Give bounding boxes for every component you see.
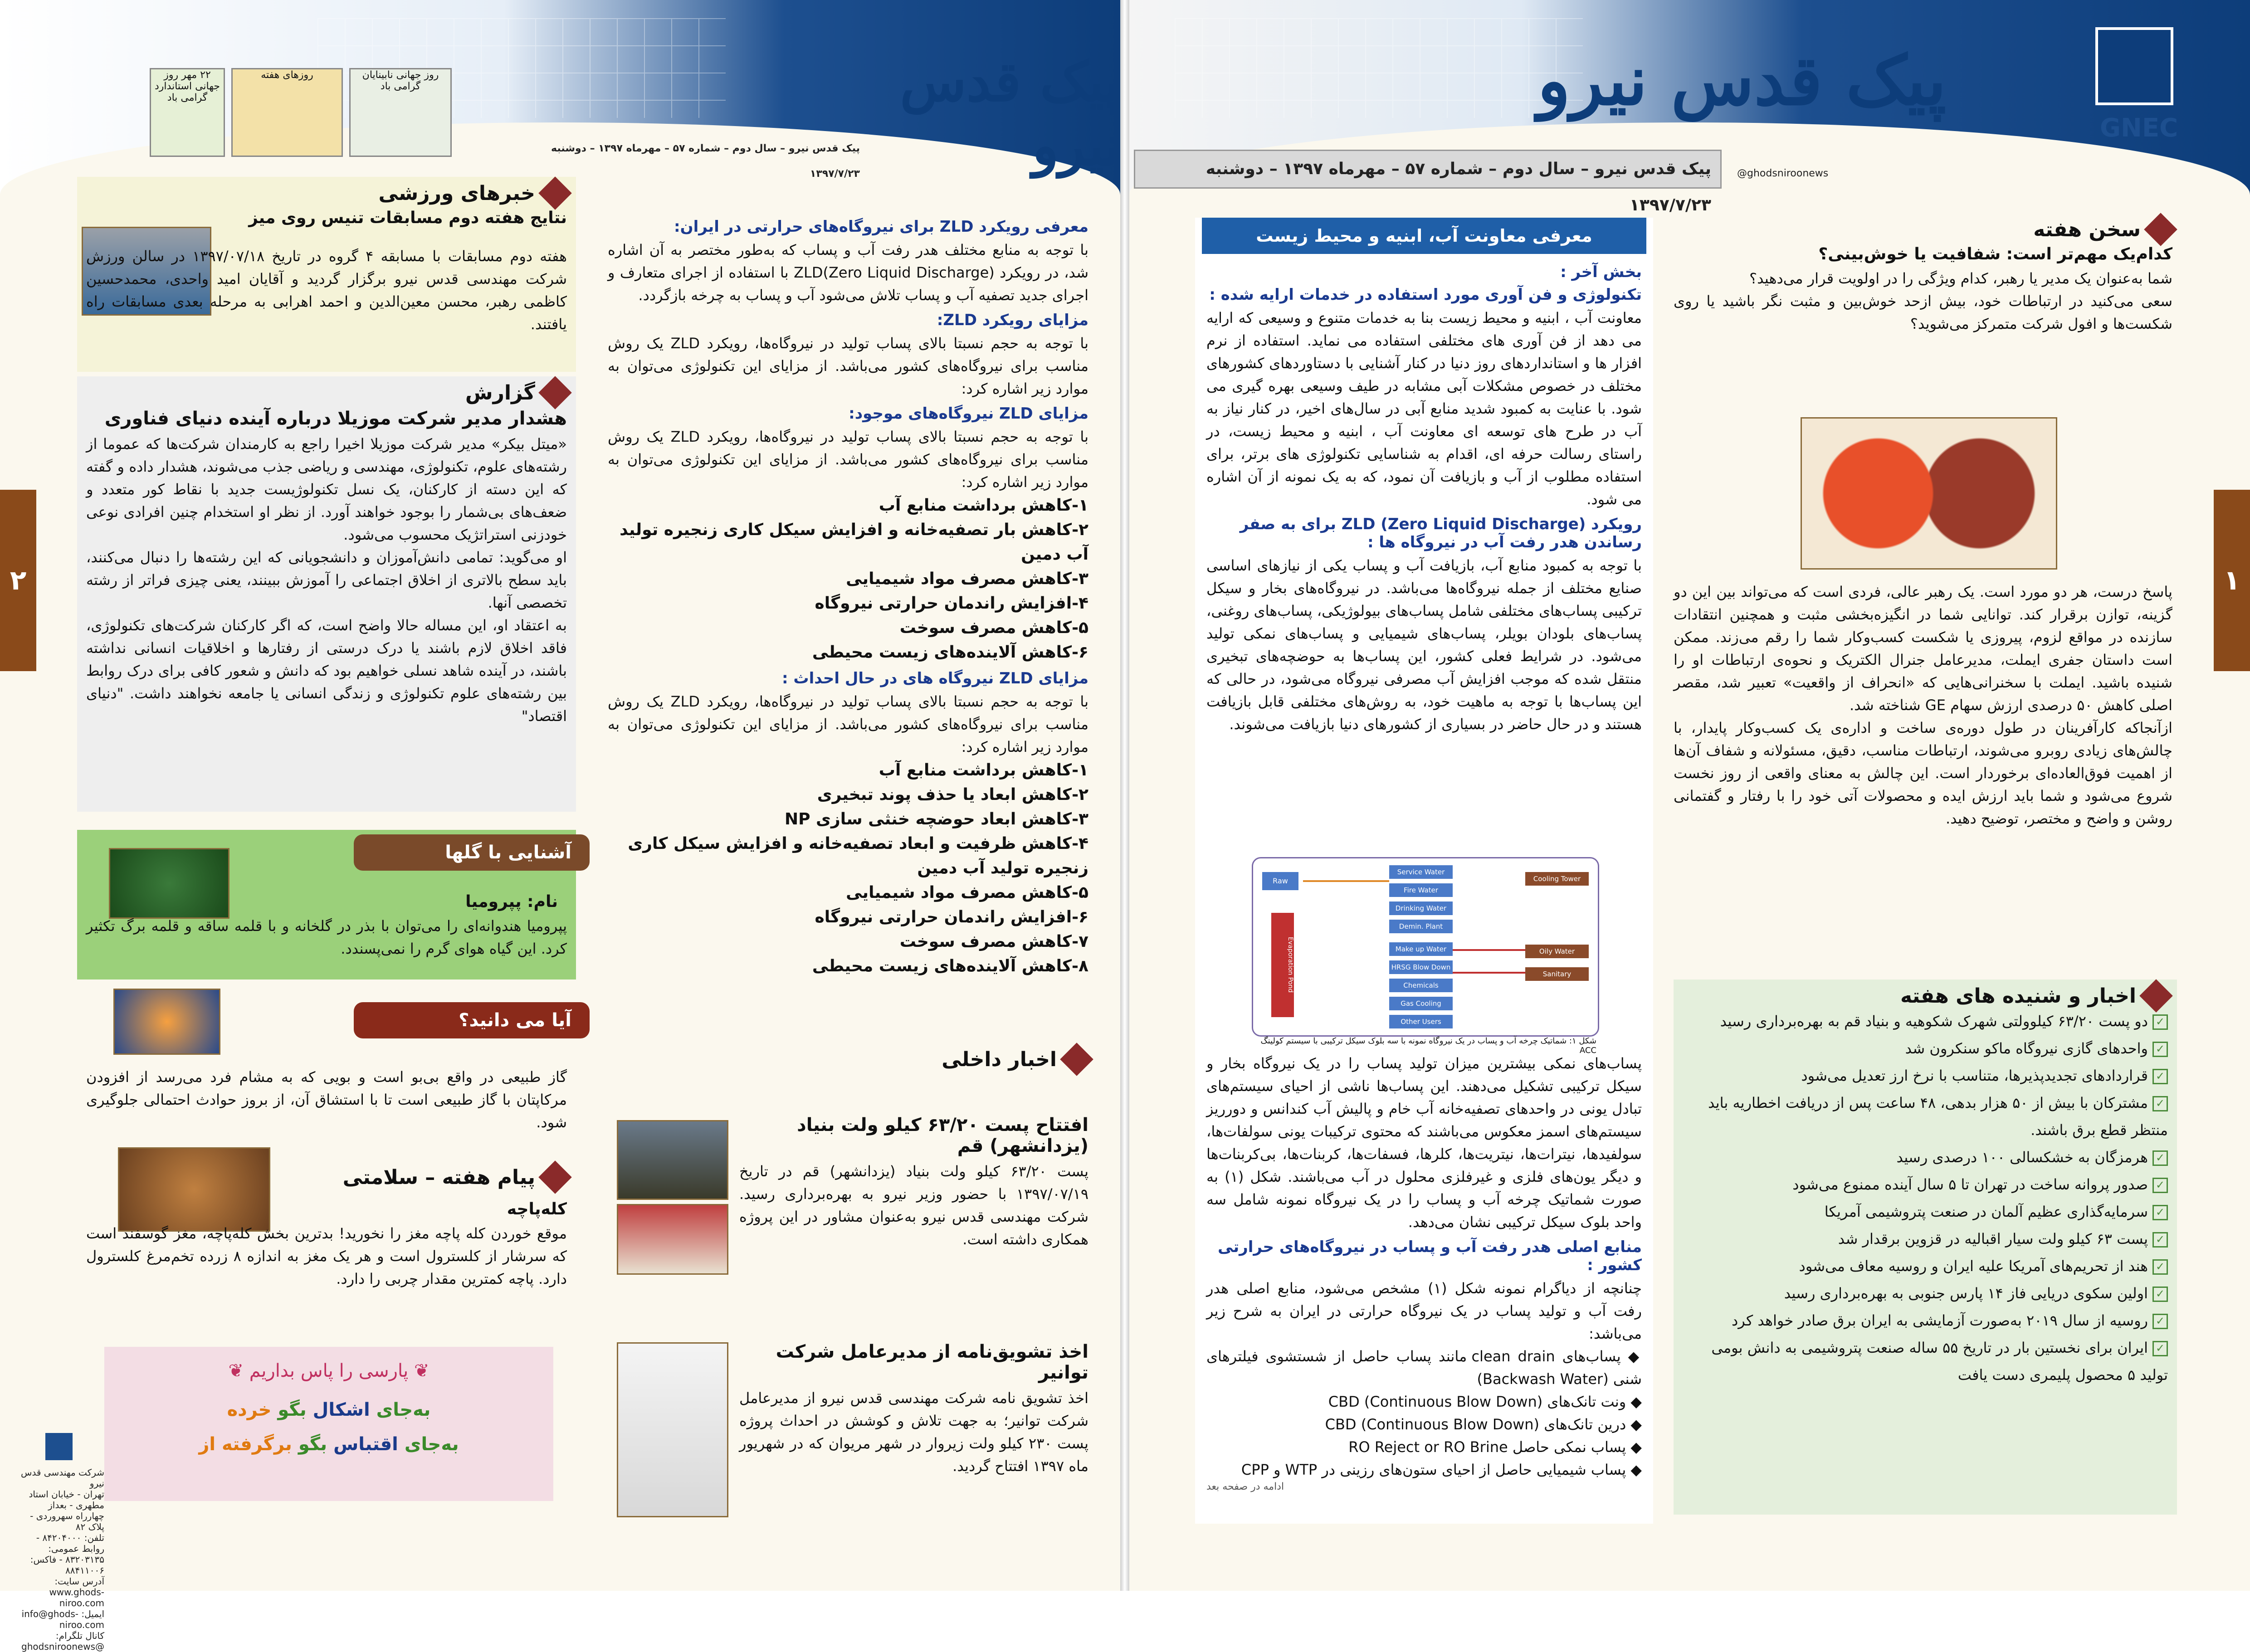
diagram-node: Service Water bbox=[1389, 865, 1453, 879]
env-banner: معرفی معاونت آب، ابنیه و محیط زیست bbox=[1202, 218, 1646, 254]
section-diamond-icon bbox=[538, 376, 572, 409]
checkbox-icon: ✓ bbox=[2152, 1232, 2168, 1248]
news-2-title: اخذ تشویق‌نامه از مدیرعامل شرکت توانیر bbox=[776, 1341, 1088, 1383]
diagram-node: Sanitary Wastewater bbox=[1525, 967, 1589, 981]
env-section bbox=[1206, 258, 1642, 736]
badge-standard-day: ۲۲ مهر روز جهانی استاندارد گرامی باد bbox=[150, 68, 225, 157]
list-item: ✓پست ۶۳ کیلو ولت سیار اقبالیه در قزوین برقدار شد bbox=[1683, 1225, 2168, 1252]
footer-telegram[interactable]: کانال تلگرام: @ghodsniroonews bbox=[21, 1630, 104, 1652]
list-item: ۶-کاهش آلاینده‌های زیست محیطی bbox=[812, 643, 1088, 662]
list-item: ۱-کاهش برداشت منابع آب bbox=[879, 496, 1088, 515]
list-item: ✓قراردادهای تجدیدپذیرها، متناسب با نرخ ارز تعدیل می‌شود bbox=[1683, 1062, 2168, 1089]
didyouknow-section bbox=[86, 1066, 567, 1134]
page-1-header bbox=[1129, 0, 2250, 214]
list-item: ✓هند از تحریم‌های آمریکا علیه ایران و روسیه معاف می‌شود bbox=[1683, 1252, 2168, 1280]
two-heads-illustration bbox=[1801, 417, 2057, 570]
sports-section bbox=[213, 181, 567, 231]
sports-title: خبرهای ورزشی bbox=[213, 181, 567, 205]
section-diamond-icon bbox=[2144, 213, 2177, 246]
checkbox-icon: ✓ bbox=[2152, 1042, 2168, 1057]
zld-benefits-heading: مزایای رویکرد ZLD: bbox=[937, 311, 1088, 329]
badge-blind-day: روز جهانی نابینایان گرامی باد bbox=[349, 68, 452, 157]
figure-caption: شکل ۱: شماتیک چرخه آب و پساب در یک نیروگاه نمونه با سه بلوک سیکل ترکیبی با سیستم کولینگ ACC bbox=[1260, 1036, 1596, 1055]
news-1-body: پست ۶۳/۲۰ کیلو ولت بنیاد (یزدانشهر) قم در تاریخ ۱۳۹۷/۰۷/۱۹ با حضور وزیر نیرو به بهره‌برداری رسید. شرکت مهندسی قدس نیرو به‌عنوان مشاور در این پروژه همکاری داشته است. bbox=[739, 1163, 1089, 1248]
masthead-title: پیک قدس نیرو bbox=[900, 50, 1120, 178]
didyouknow-title: آیا می دانید؟ bbox=[354, 1002, 590, 1038]
news-list bbox=[1683, 1008, 2168, 1389]
list-item: ◆ پساب نمکی حاصل RO Reject or RO Brine bbox=[1348, 1438, 1642, 1456]
diagram-arrow bbox=[1453, 949, 1525, 951]
diagram-node: Other Users bbox=[1389, 1015, 1453, 1028]
newsletter-page-1 bbox=[1129, 0, 2250, 1591]
list-item: ۴-کاهش ظرفیت و ابعاد تصفیه‌خانه و افزایش سیکل کاری زنجیره تولید آب دمین bbox=[628, 834, 1088, 877]
diagram-node: Gas Cooling bbox=[1389, 997, 1453, 1010]
health-title: پیام هفته – سلامتی bbox=[86, 1165, 567, 1189]
checkbox-icon: ✓ bbox=[2152, 1287, 2168, 1302]
list-item: ۲-کاهش بار تصفیه‌خانه و افزایش سیکل کاری زنجیره تولید آب دمین bbox=[620, 521, 1088, 564]
list-item: ۷-کاهش مصرف سوخت bbox=[899, 932, 1088, 951]
list-item: ۸-کاهش آلاینده‌های زیست محیطی bbox=[812, 957, 1088, 975]
checkbox-icon: ✓ bbox=[2152, 1069, 2168, 1084]
env-h3: منابع اصلی هدر رفت آب و پساب در نیروگاه‌های حرارتی کشور : bbox=[1218, 1238, 1642, 1274]
persian-line-1: به‌جای اشکال بگو خرده bbox=[227, 1399, 431, 1420]
report-body-3: به اعتقاد او، این مساله حالا واضح است، که اگر کارکنان شرکت‌های تکنولوژی، فاقد اخلاق لازم باشند یا درک درستی از رفتارها و اخلاقیات انسانی نداشته باشند، در آینده شاهد نسلی خواهیم بود که دانش و شعور کافی برای درک روابط بین رشته‌های علوم تکنولوژی و زندگی انسانی یا جامعه نخواهند داشت. "دنیای اقتصاد" bbox=[86, 617, 567, 725]
internal-news-title: اخبار داخلی bbox=[608, 1048, 1088, 1071]
checkbox-icon: ✓ bbox=[2152, 1314, 2168, 1329]
news-section bbox=[1683, 984, 2168, 1389]
sports-body: هفته دوم مسابقات با مسابقه ۴ گروه در تاریخ ۱۳۹۷/۰۷/۱۸ در سالن ورزش شرکت مهندسی قدس نیرو برگزار گردید و آقایان امید واحدی، محمدحسین کاظمی رهبر، محسن معین‌الدین و احمد اهرابی به مرحله بعدی مسابقات راه یافتند. bbox=[86, 248, 567, 333]
env-h1: تکنولوژی و فن آوری مورد استفاده در خدمات ارایه شده : bbox=[1209, 286, 1642, 304]
footer-phone: تلفن: ۸۴۲۰۴۰۰۰ - روابط عمومی: ۸۳۲۰۳۱۳۵ - فاکس: ۸۸۴۱۱۰۰۶ bbox=[30, 1532, 104, 1576]
env-section-2 bbox=[1206, 1052, 1642, 1492]
section-diamond-icon bbox=[538, 1160, 572, 1194]
env-p2: با توجه به کمبود منابع آب، بازیافت آب و پساب یکی از نیازهای اساسی صنایع مختلف از جمله نیروگاه‌ها می‌باشد. در نیروگاه‌های بخار و سیکل ترکیبی پساب‌های مختلفی شامل پساب‌های بیولوژیکی، پساب‌های روغنی، پساب‌های بلودان بویلر، پساب‌های شیمیایی و پساب‌های نمکی تولید می‌شود. در شرایط فعلی کشور، این پساب‌ها به حوضچه‌های تبخیری منتقل شده که موجب افزایش آب مصرفی نیروگاه می‌شود، در حالی که این پساب‌ها با توجه به ماهیت خود، به روش‌های مختلفی قابل بازیافت هستند و در حال حاضر در بسیاری از کشورهای دنیا بازیافت می‌شوند. bbox=[1206, 557, 1642, 733]
env-bullets bbox=[1206, 1345, 1642, 1481]
env-p4: چنانچه از دیاگرام نمونه شکل (۱) مشخص می‌شود، منابع اصلی هدر رفت آب و تولید پساب در یک نیروگاه حرارتی در ایران به شرح زیر می‌باشد: bbox=[1206, 1280, 1642, 1342]
internal-news-1 bbox=[739, 1111, 1088, 1251]
zld-new-list bbox=[608, 758, 1088, 979]
internal-news-section bbox=[608, 1048, 1088, 1071]
page-number-tab: ۲ bbox=[0, 490, 36, 671]
zld-column bbox=[608, 213, 1088, 979]
env-part: بخش آخر : bbox=[1560, 263, 1642, 281]
flowers-title: آشنایی با گلها bbox=[354, 834, 590, 871]
editorial-intro: شما به‌عنوان یک مدیر یا رهبر، کدام ویژگی را در اولویت قرار می‌دهید؟ bbox=[1749, 270, 2172, 287]
zld-benefits-text: با توجه به حجم نسبتا بالای پساب تولید در نیروگاه‌ها، رویکرد ZLD یک روش مناسب برای نیروگاه‌های کشور می‌باشد. از مزایای این تکنولوژی می‌توان به موارد زیر اشاره کرد: bbox=[608, 335, 1089, 397]
diagram-node: Raw Water bbox=[1262, 872, 1298, 890]
continued-note: ادامه در صفحه بعد bbox=[1206, 1481, 1284, 1492]
health-section bbox=[86, 1165, 567, 1290]
company-logo-icon bbox=[45, 1433, 73, 1460]
list-item: ۴-افزایش راندمان حرارتی نیروگاه bbox=[815, 594, 1088, 613]
env-p1: معاونت آب ، ابنیه و محیط زیست بنا به خدمات متنوع و وسیعی که ارایه می دهد از فن آوری های مختلفی استفاده می نماید. استفاده از نرم افزار ها و استانداردهای روز دنیا در کنار آشنایی با دستاوردهای کشورهای مختلف در خصوص مشکلات آبی مشابه در طیف وسیعی بهره گیری می شود. با عنایت به کمبود شدید منابع آبی در سال‌های اخیر، در کنار نیاز به آب در طرح های توسعه ای معاونت آب ، ابنیه و محیط زیست، در راستای رسالت حرفه ای، اقدام به شناسایی تکنولوژی های برتر، برای استفاده مطلوب از آب و بازیافت آن نمود، که به یک نمونه از آن اشاره می شود. bbox=[1206, 309, 1642, 508]
persian-box bbox=[104, 1347, 553, 1501]
masthead-title: پیک قدس نیرو bbox=[1537, 41, 1947, 121]
checkbox-icon: ✓ bbox=[2152, 1205, 2168, 1220]
section-diamond-icon bbox=[538, 176, 572, 210]
zld-existing-text: با توجه به حجم نسبتا بالای پساب تولید در نیروگاه‌ها، رویکرد ZLD یک روش مناسب برای نیروگاه‌های کشور می‌باشد. از مزایای این تکنولوژی می‌توان به موارد زیر اشاره کرد: bbox=[608, 428, 1089, 491]
zld-new-text: با توجه به حجم نسبتا بالای پساب تولید در نیروگاه‌ها، رویکرد ZLD یک روش مناسب برای نیروگاه‌های کشور می‌باشد. از مزایای این تکنولوژی می‌توان به موارد زیر اشاره کرد: bbox=[608, 693, 1089, 755]
health-body: موقع خوردن کله پاچه مغز را نخورید! بدترین بخش کله‌پاچه، مغز گوسفند است که سرشار از کلسترول است و هر یک مغز به اندازه ۸ زرده تخم‌مرغ کلسترول دارد. پاچه کمترین مقدار چربی را دارد. bbox=[86, 1225, 567, 1287]
persian-line-2: به‌جای اقتباس بگو برگرفته از bbox=[199, 1434, 459, 1455]
substation-photo-1 bbox=[617, 1120, 728, 1200]
header-grid-decoration bbox=[1175, 18, 1583, 118]
footer-address: تهران - خیابان استاد مطهری - بعداز چهارراه سهروردی - پلاک ۸۲ bbox=[29, 1489, 104, 1532]
badge-week-days: روزهای هفته bbox=[231, 68, 343, 157]
diagram-arrow bbox=[1303, 880, 1389, 882]
list-item: ✓روسیه از سال ۲۰۱۹ به‌صورت آزمایشی به ایران برق صادر خواهد کرد bbox=[1683, 1307, 2168, 1334]
list-item: ۱-کاهش برداشت منابع آب bbox=[879, 761, 1088, 780]
footer-email[interactable]: ایمیل: info@ghods-niroo.com bbox=[21, 1608, 104, 1630]
gas-flame-photo bbox=[113, 989, 220, 1055]
list-item: ۲-کاهش ابعاد یا حذف پوند تبخیری bbox=[817, 785, 1088, 804]
didyouknow-body: گاز طبیعی در واقع بی‌بو است و بویی که به مشام فرد می‌رسد از افزودن مرکاپتان با گاز طبیعی است تا با استشاق آن، از بروز حوادث احتمالی جلوگیری شود. bbox=[86, 1068, 567, 1131]
checkbox-icon: ✓ bbox=[2152, 1178, 2168, 1193]
section-diamond-icon bbox=[1060, 1043, 1093, 1076]
diagram-node: Oily Water bbox=[1525, 945, 1589, 958]
issue-line: پیک قدس نیرو – سال دوم – شماره ۵۷ – مهرماه ۱۳۹۷ – دوشنبه ۱۳۹۷/۷/۲۳ bbox=[551, 143, 860, 180]
editorial-intro-2: سعی می‌کنید در ارتباطات خود، بیش ازحد خوش‌بین و مثبت نگر باشید یا روی شکست‌ها و افول شرکت متمرکز می‌شوید؟ bbox=[1674, 292, 2172, 332]
list-item: ۶-افزایش راندمان حرارتی نیروگاه bbox=[815, 908, 1088, 926]
report-body-2: او می‌گوید: تمامی دانش‌آموزان و دانشجویانی که این رشته‌ها را دنبال می‌کنند، باید سطح بالاتری از اخلاق اجتماعی را آموزش ببینند، یعنی چیزی فراتر از رشته تخصصی آنها. bbox=[86, 549, 567, 611]
diagram-node: Chemicals bbox=[1389, 979, 1453, 992]
list-item: ✓مشترکان با بیش از ۵۰ هزار بدهی، ۴۸ ساعت پس از دریافت اخطاریه باید منتظر قطع برق باشند. bbox=[1708, 1094, 2168, 1139]
certificate-photo bbox=[617, 1342, 728, 1517]
env-p3: پساب‌های نمکی بیشترین میزان تولید پساب را در یک نیروگاه بخار و سیکل ترکیبی تشکیل می‌دهند. این پساب‌ها ناشی از احیای سیستم‌های تبادل یونی در واحدهای تصفیه‌خانه آب خام و پالیش آب کندانس و دورریز سیستم‌های اسمز معکوس می‌باشند که محتوی ترکیبات یونی سولفات‌ها، سولفیدها، نیترات‌ها، نیتریت‌ها، کلرها، فسفات‌ها، کربنات‌ها، بی‌کربنات‌ها و دیگر یون‌های فلزی و غیرفلزی محلول در آب می‌باشند. شکل (۱) به صورت شماتیک چرخه آب و پساب را در یک نیروگاه نمونه شامل سه واحد بلوک سیکل ترکیبی نشان می‌دهد. bbox=[1206, 1055, 1642, 1231]
diagram-node: HRSG Blow Down bbox=[1389, 960, 1453, 974]
list-item: ۳-کاهش ابعاد حوضچه خنثی سازی NP bbox=[784, 810, 1088, 828]
list-item: ✓دو پست ۶۳/۲۰ کیلوولتی شهرک شکوهیه و بنیاد قم به بهره‌برداری رسید bbox=[1683, 1008, 2168, 1035]
footer-contact bbox=[18, 1467, 104, 1652]
list-item: ✓اولین سکوی دریایی فاز ۱۴ پارس جنوبی به بهره‌برداری رسید bbox=[1683, 1280, 2168, 1307]
report-section bbox=[86, 381, 567, 727]
news-2-body: اخذ تشویق نامه شرکت مهندسی قدس نیرو از مدیرعامل شرکت توانیر؛ به جهت تلاش و کوشش در احداث پروژه پست ۲۳۰ کیلو ولت زیروار در شهر مریوان که در شهریور ماه ۱۳۹۷ افتتاح گردید. bbox=[739, 1389, 1089, 1475]
health-subtitle: کله‌پاچه bbox=[507, 1200, 567, 1218]
news-1-title: افتتاح پست ۶۳/۲۰ کیلو ولت بنیاد (یزدانشهر) قم bbox=[797, 1115, 1088, 1156]
list-item: ✓صدور پروانه ساخت در تهران تا ۵ سال آینده ممنوع می‌شود bbox=[1683, 1171, 2168, 1198]
diagram-node: Drinking Water bbox=[1389, 902, 1453, 915]
diagram-node: Make up Water bbox=[1389, 942, 1453, 956]
flowers-body: پپرومیا هندوانه‌ای را می‌توان با بذر در گلخانه و با قلمه ساقه و قلمه برگ تکثیر کرد. این گیاه هوای گرم را نمی‌پسندد. bbox=[86, 917, 567, 957]
footer-site[interactable]: آدرس سایت: www.ghods-niroo.com bbox=[49, 1576, 104, 1608]
editorial-subtitle: کدام‌یک مهم‌تر است: شفافیت یا خوش‌بینی؟ bbox=[1818, 245, 2172, 263]
diagram-arrow bbox=[1453, 972, 1525, 974]
list-item: ۵-کاهش مصرف سوخت bbox=[899, 619, 1088, 637]
checkbox-icon: ✓ bbox=[2152, 1341, 2168, 1356]
report-subtitle: هشدار مدیر شرکت موزیلا درباره آینده دنیای فناوری bbox=[104, 408, 567, 429]
list-item: ۵-کاهش مصرف مواد شیمیایی bbox=[846, 883, 1088, 902]
brand-name: GNEC bbox=[2100, 113, 2178, 143]
list-item: ◆ پساب شیمیایی حاصل از احیای ستون‌های رزینی در WTP و CPP bbox=[1241, 1461, 1642, 1478]
substation-photo-2 bbox=[617, 1204, 728, 1275]
list-item: ۳-کاهش مصرف مواد شیمیایی bbox=[846, 570, 1088, 588]
footer-company: شرکت مهندسی قدس نیرو bbox=[20, 1467, 104, 1489]
flower-name: نام: پپرومیا bbox=[465, 892, 558, 911]
water-cycle-diagram bbox=[1252, 857, 1599, 1037]
internal-news-2 bbox=[739, 1338, 1088, 1477]
zld-existing-heading: مزایای ZLD نیروگاه‌های موجود: bbox=[849, 404, 1088, 423]
list-item: ✓هرمزگان به خشکسالی ۱۰۰ درصدی رسید bbox=[1683, 1144, 2168, 1171]
persian-title: ❦ پارسی را پاس بداریم ❦ bbox=[228, 1360, 430, 1381]
zld-existing-list bbox=[608, 493, 1088, 665]
checkbox-icon: ✓ bbox=[2152, 1150, 2168, 1166]
editorial-title: سخن هفته bbox=[1674, 218, 2172, 241]
zld-intro-heading: معرفی رویکرد ZLD برای نیروگاه‌های حرارتی در ایران: bbox=[674, 218, 1088, 236]
checkbox-icon: ✓ bbox=[2152, 1014, 2168, 1030]
gnec-logo-icon bbox=[2095, 27, 2173, 105]
checkbox-icon: ✓ bbox=[2152, 1259, 2168, 1275]
flowers-section bbox=[86, 889, 567, 960]
telegram-handle[interactable]: @ghodsniroonews bbox=[1737, 168, 1829, 179]
list-item: ✓واحدهای گازی نیروگاه ماکو سنکرون شد bbox=[1683, 1035, 2168, 1062]
report-body: «میتل بیکر» مدیر شرکت موزیلا اخیرا راجع به کارمندان شرکت‌ها که عموما از رشته‌های علوم، تکنولوژی، مهندسی و ریاضی جذب می‌شوند، هشدار داده و گفته که این دسته از کارکنان، یک نسل تکنولوژیست جدید با نقاط کور متعدد و ضعف‌های بی‌شمار را بوجود خواهند آورد. از نظر او استخدام چنین افرادی نوعی خودزنی استراتژیک محسوب می‌شود. bbox=[86, 435, 567, 543]
page-number-tab: ۱ bbox=[2214, 490, 2250, 671]
list-item: ✓ایران برای نخستین بار در تاریخ ۵۵ ساله صنعت پتروشیمی به دانش بومی تولید ۵ محصول پلیمری دست یافت bbox=[1711, 1339, 2168, 1384]
sports-subtitle: نتایج هفته دوم مسابقات تنیس روی میز bbox=[249, 209, 567, 227]
page-2-header bbox=[0, 0, 1120, 195]
page-gutter bbox=[1120, 0, 1129, 1591]
news-title: اخبار و شنیده های هفته bbox=[1683, 984, 2168, 1008]
zld-intro-text: با توجه به منابع مختلف هدر رفت آب و پساب که به‌طور مختصر به آن اشاره شد، در رویکرد ZLD(Zero Liquid Discharge) با استفاده از اجرای متعارف و اجرای جدید تصفیه آب و پساب تلاش می‌شود آب و پساب به چرخه بازگردد. bbox=[608, 241, 1089, 304]
editorial-body: پاسخ درست، هر دو مورد است. یک رهبر عالی، فردی است که می‌تواند بین این دو گزینه، توازن برقرار کند. توانایی شما در انگیزه‌بخشی مثبت و همچنین انتقادات سازنده در مواقع لزوم، پیروزی یا شکست کسب‌وکار شما را رقم می‌زند. ممکن است داستان جفری ایملت، مدیرعامل جنرال الکتریک و نحوه‌ی ارتباطات او را شنیده باشید. ایملت با سخنرانی‌هایی که «انحراف از واقعیت» تعبیر شد، مقصر اصلی کاهش ۵۰ درصدی ارزش سهام GE شناخته شد. ازآنجاکه کارآفرینان در طول دوره‌ی ساخت و اداره‌ی یک کسب‌وکار پایدار، با چالش‌های زیادی روبرو می‌شوند، ارتباطات مناسب، دقیق، مسئولانه و شفاف آن‌ها از اهمیت فوق‌العاده‌ای برخوردار است. این چالش به معنای واقعی از روز نخست شروع می‌شود و شما باید ارزش ایده و محصولات آتی خود را با رفتار و گفتمانی روشن و واضح و مختصر، توضیح دهید. bbox=[1674, 583, 2172, 827]
list-item: ◆ پساب‌های clean drain مانند پساب حاصل از شستشوی فیلترهای شنی (Backwash Water) bbox=[1206, 1348, 1642, 1388]
issue-line: پیک قدس نیرو – سال دوم – شماره ۵۷ – مهرماه ۱۳۹۷ – دوشنبه ۱۳۹۷/۷/۲۳ bbox=[1134, 150, 1722, 189]
checkbox-icon: ✓ bbox=[2152, 1096, 2168, 1111]
newsletter-page-2 bbox=[0, 0, 1120, 1652]
list-item: ◆ ونت تانک‌های CBD (Continuous Blow Down) bbox=[1328, 1393, 1642, 1410]
diagram-node: Fire Water bbox=[1389, 883, 1453, 897]
env-h2: رویکرد ZLD (Zero Liquid Discharge) برای به صفر رساندن هدر رفت آب در نیروگاه ها : bbox=[1240, 515, 1642, 551]
report-title: گزارش bbox=[86, 381, 567, 404]
list-item: ◆ درین تانک‌های CBD (Continuous Blow Down) bbox=[1325, 1416, 1642, 1433]
list-item: ✓سرمایه‌گذاری عظیم آلمان در صنعت پتروشیمی آمریکا bbox=[1683, 1198, 2168, 1225]
editorial-section bbox=[1674, 218, 2172, 335]
diagram-node: Demin. Plant bbox=[1389, 920, 1453, 933]
diagram-node: Evaporation Pond bbox=[1271, 913, 1294, 1017]
diagram-node: Cooling Tower bbox=[1525, 872, 1589, 886]
zld-new-heading: مزایای ZLD نیروگاه های در حال احداث : bbox=[781, 669, 1088, 687]
